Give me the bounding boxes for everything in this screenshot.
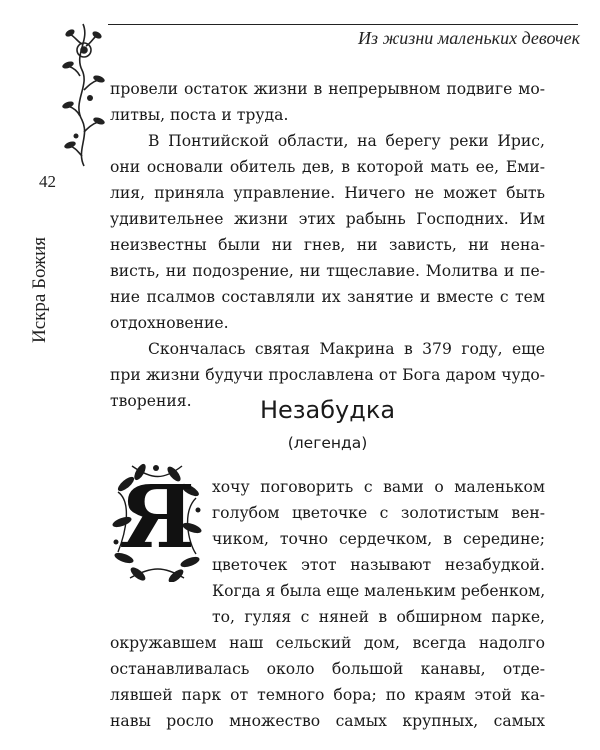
text-line: Когда я была еще маленьким ребенком, bbox=[212, 582, 546, 600]
book-title-vertical: Искра Божия bbox=[29, 236, 50, 344]
text-line: останавливалась около большой канавы, отде- bbox=[110, 660, 545, 678]
text-line: Скончалась святая Макрина в 379 году, еще bbox=[148, 340, 545, 358]
drop-cap-letter: Я bbox=[119, 467, 195, 568]
floral-ornament-icon bbox=[60, 20, 106, 170]
text-line: при жизни будучи прославлена от Бога даром чудо- bbox=[110, 366, 545, 384]
page-number: 42 bbox=[39, 172, 56, 191]
text-line: навы росло множество самых крупных, самых bbox=[110, 712, 545, 730]
text-line: висть, ни подозрение, ни тщеславие. Молитва и пе- bbox=[110, 262, 545, 280]
text-line: отдохновение. bbox=[110, 314, 229, 332]
header-rule bbox=[108, 24, 578, 25]
text-line: В Понтийской области, на берегу реки Ирис, bbox=[148, 132, 545, 150]
text-line: провели остаток жизни в непрерывном подвиге мо- bbox=[110, 80, 545, 98]
text-line: они основали обитель дев, в которой мать ее, Еми- bbox=[110, 158, 545, 176]
section-subtitle: (легенда) bbox=[287, 434, 368, 452]
section-title: Незабудка bbox=[259, 396, 396, 424]
text-line: удивительнее жизни этих рабынь Господних. Им bbox=[110, 210, 545, 228]
text-line: ние псалмов составляли их занятие и вместе с тем bbox=[110, 288, 545, 306]
text-line: чиком, точно сердечком, в середине; bbox=[212, 530, 545, 548]
drop-cap-ornament bbox=[112, 462, 202, 582]
text-line: голубом цветочке с золотистым вен- bbox=[212, 504, 545, 522]
text-line: лия, приняла управление. Ничего не может быть bbox=[110, 184, 545, 202]
running-head: Из жизни маленьких девочек bbox=[358, 28, 580, 48]
text-line: неизвестны были ни гнев, ни зависть, ни нена- bbox=[110, 236, 545, 254]
text-line: то, гуляя с няней в обширном парке, bbox=[212, 608, 545, 626]
text-line: литвы, поста и труда. bbox=[110, 106, 289, 124]
text-line: хочу поговорить с вами о маленьком bbox=[212, 478, 545, 496]
text-line: окружавшем наш сельский дом, всегда надолго bbox=[110, 634, 545, 652]
text-line: творения. bbox=[110, 392, 192, 410]
text-line: цветочек этот называют незабудкой. bbox=[212, 556, 545, 574]
text-line: лявшей парк от темного бора; по краям этой ка- bbox=[110, 686, 545, 704]
